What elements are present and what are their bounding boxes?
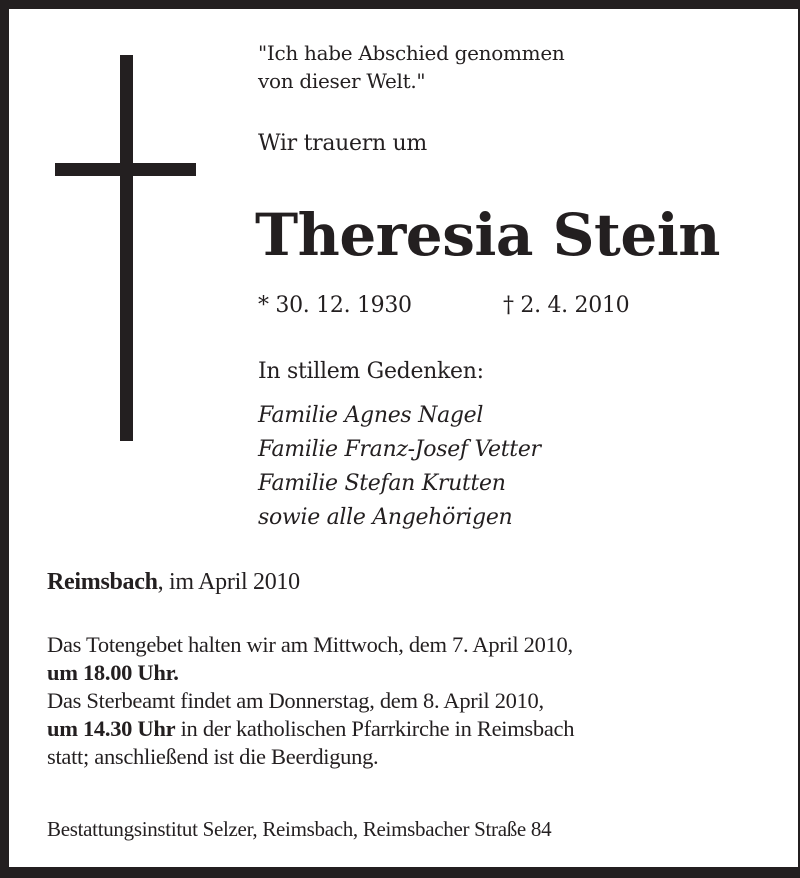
service-line: Das Totengebet halten wir am Mittwoch, dem 7. April 2010, bbox=[47, 632, 573, 657]
service-line: in der katholischen Pfarrkirche in Reimsbach bbox=[175, 716, 575, 741]
cross-icon-horizontal bbox=[55, 163, 196, 176]
quote-line: "Ich habe Abschied genommen bbox=[258, 41, 565, 65]
birth-date: * 30. 12. 1930 bbox=[258, 293, 412, 318]
mourner: Familie Stefan Krutten bbox=[258, 471, 506, 496]
deceased-name: Theresia Stein bbox=[255, 201, 720, 269]
mourners-list bbox=[258, 399, 541, 535]
service-line: Das Sterbeamt findet am Donnerstag, dem 8. April 2010, bbox=[47, 688, 544, 713]
death-date: † 2. 4. 2010 bbox=[503, 293, 630, 318]
cross-icon-vertical bbox=[120, 55, 133, 441]
service-info bbox=[47, 631, 574, 771]
place-date bbox=[47, 569, 300, 596]
mourner: Familie Franz-Josef Vetter bbox=[258, 437, 541, 462]
service-line: statt; anschließend ist die Beerdigung. bbox=[47, 744, 379, 769]
funeral-home: Bestattungsinstitut Selzer, Reimsbach, Reimsbacher Straße 84 bbox=[47, 817, 552, 841]
intro-text: Wir trauern um bbox=[258, 131, 427, 156]
quote-line: von dieser Welt." bbox=[258, 69, 426, 93]
place-date-rest: , im April 2010 bbox=[157, 569, 300, 595]
place-name: Reimsbach bbox=[47, 569, 158, 595]
service-time: um 14.30 Uhr bbox=[47, 716, 176, 741]
obituary-notice bbox=[9, 9, 798, 867]
mourner: Familie Agnes Nagel bbox=[258, 403, 484, 428]
memorial-heading: In stillem Gedenken: bbox=[258, 359, 484, 384]
mourner: sowie alle Angehörigen bbox=[258, 505, 513, 530]
quote bbox=[258, 39, 564, 95]
service-time: um 18.00 Uhr. bbox=[47, 660, 179, 685]
